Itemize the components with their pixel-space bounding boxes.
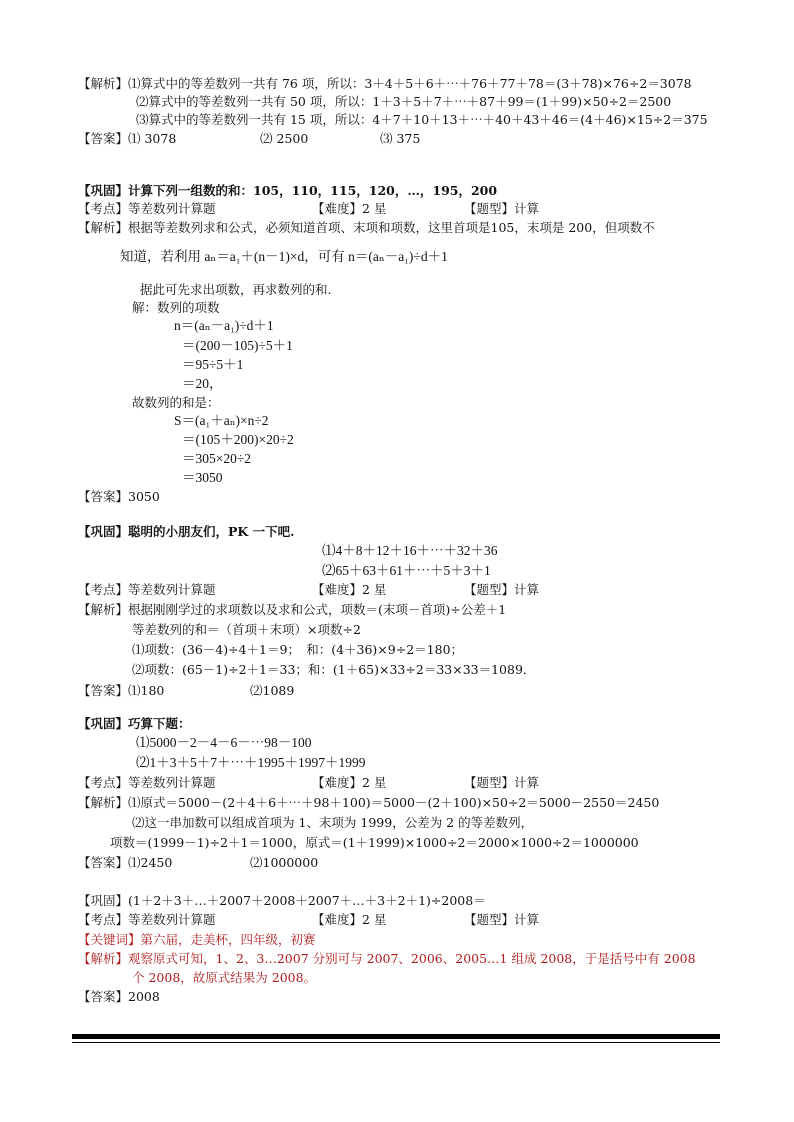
math-line: ＝95÷5＋1 <box>182 357 244 372</box>
analysis-line-1: 【解析】⑴算式中的等差数列一共有 76 项，所以：3＋4＋5＋6＋⋯＋76＋77＋78＝(3＋78)×76÷2＝3078 <box>78 76 692 91</box>
footer-rule-thin <box>72 1042 720 1043</box>
text-line: 项数＝(1999－1)÷2＋1＝1000，原式＝(1＋1999)×1000÷2＝2000×1000÷2＝1000000 <box>110 835 639 850</box>
text-line: ⑴项数：(36－4)÷4＋1＝9； 和：(4＋36)×9÷2＝180； <box>132 642 464 657</box>
text-line: 等差数列的和＝（首项＋末项）×项数÷2 <box>132 622 361 637</box>
analysis-line-2: ⑵算式中的等差数列一共有 50 项，所以：1＋3＋5＋7＋⋯＋87＋99＝(1＋99)×50÷2＝2500 <box>136 94 672 109</box>
answer-label-1: 【答案】⑴ 3078 <box>78 131 177 146</box>
analysis-line: 【解析】根据刚刚学过的求项数以及求和公式，项数＝(末项－首项)÷公差＋1 <box>78 602 507 617</box>
exercise-title: 【巩固】(1＋2＋3＋…＋2007＋2008＋2007＋…＋3＋2＋1)÷2008＝ <box>78 893 486 908</box>
answer-line: ⑵1089 <box>250 683 295 698</box>
text-line: 解：数列的项数 <box>132 300 220 315</box>
difficulty-tag: 【难度】2 星 <box>312 582 387 597</box>
type-tag: 【题型】计算 <box>464 775 540 790</box>
footer-rule-thick <box>72 1034 720 1039</box>
text-line: 故数列的和是： <box>132 395 220 410</box>
topic-tag: 【考点】等差数列计算题 <box>78 201 216 216</box>
text-line: ⑵项数：(65－1)÷2＋1＝33；和：(1＋65)×33÷2＝33×33＝1089． <box>132 662 536 677</box>
exercise-title: 【巩固】巧算下题： <box>78 716 191 731</box>
type-tag: 【题型】计算 <box>464 582 540 597</box>
answer-line: ⑵1000000 <box>250 855 319 870</box>
topic-tag: 【考点】等差数列计算题 <box>78 912 216 927</box>
text-line: ⑵这一串加数可以组成首项为 1、末项为 1999，公差为 2 的等差数列， <box>132 815 534 830</box>
problem-line: ⑵65＋63＋61＋⋯＋5＋3＋1 <box>322 563 491 578</box>
problem-line: ⑴5000－2－4－6－⋯98－100 <box>136 735 312 750</box>
exercise-title: 【巩固】计算下列一组数的和：105，110，115，120，…，195，200 <box>78 183 498 198</box>
answer-line: 【答案】⑴180 <box>78 683 165 698</box>
problem-line: ⑵1＋3＋5＋7＋⋯＋1995＋1997＋1999 <box>136 755 366 770</box>
math-line: n＝(aₙ－a₁)÷d＋1 <box>174 318 274 333</box>
keywords-line: 【关键词】第六届，走美杯，四年级，初赛 <box>78 932 316 947</box>
answer-3: ⑶ 375 <box>380 131 421 146</box>
analysis-line: 【解析】⑴原式＝5000－(2＋4＋6＋⋯＋98＋100)＝5000－(2＋100)×50÷2＝5000－2550＝2450 <box>78 795 660 810</box>
topic-tag: 【考点】等差数列计算题 <box>78 582 216 597</box>
math-line: S＝(a₁＋aₙ)×n÷2 <box>174 413 269 428</box>
math-line: ＝(200－105)÷5＋1 <box>182 338 293 353</box>
problem-line: ⑴4＋8＋12＋16＋⋯＋32＋36 <box>322 543 498 558</box>
difficulty-tag: 【难度】2 星 <box>312 912 387 927</box>
type-tag: 【题型】计算 <box>464 912 540 927</box>
analysis-line: 【解析】观察原式可知，1、2、3…2007 分别可与 2007、2006、2005…1 组成 2008，于是括号中有 2008 <box>78 951 696 966</box>
math-line: ＝(105＋200)×20÷2 <box>182 432 294 447</box>
math-line: ＝305×20÷2 <box>182 451 252 466</box>
answer-2: ⑵ 2500 <box>260 131 309 146</box>
difficulty-tag: 【难度】2 星 <box>312 775 387 790</box>
answer-line: 【答案】⑴2450 <box>78 855 173 870</box>
type-tag: 【题型】计算 <box>464 201 540 216</box>
math-line: ＝3050 <box>182 470 223 485</box>
formula-line: 知道，若利用 aₙ＝a₁＋(n－1)×d，可有 n＝(aₙ－a₁)÷d＋1 <box>120 249 448 264</box>
answer-line: 【答案】3050 <box>78 489 160 504</box>
exercise-title: 【巩固】聪明的小朋友们，PK 一下吧. <box>78 524 295 539</box>
answer-line: 【答案】2008 <box>78 989 160 1004</box>
analysis-line: 个 2008，故原式结果为 2008。 <box>132 970 317 985</box>
analysis-line-3: ⑶算式中的等差数列一共有 15 项，所以：4＋7＋10＋13＋⋯＋40＋43＋46＝(4＋46)×15÷2＝375 <box>136 112 708 127</box>
analysis-line: 【解析】根据等差数列求和公式，必须知道首项、末项和项数，这里首项是105，末项是 200，但项数不 <box>78 220 655 235</box>
math-line: ＝20， <box>182 376 223 391</box>
topic-tag: 【考点】等差数列计算题 <box>78 775 216 790</box>
difficulty-tag: 【难度】2 星 <box>312 201 387 216</box>
text-line: 据此可先求出项数，再求数列的和. <box>140 282 332 297</box>
